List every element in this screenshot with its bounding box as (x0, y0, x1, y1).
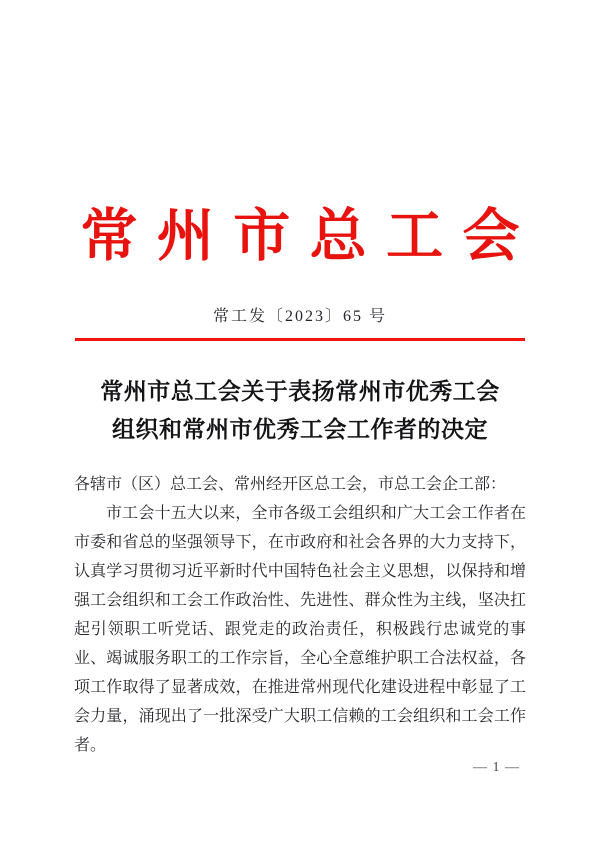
salutation-line: 各辖市（区）总工会、常州经开区总工会，市总工会企工部： (74, 476, 507, 493)
letterhead-authority-title: 常州市总工会 (80, 205, 539, 268)
document-title-line2: 组织和常州市优秀工会工作者的决定 (112, 417, 488, 442)
page-number: — 1 — (473, 760, 520, 775)
document-body (74, 470, 526, 760)
document-title-line1: 常州市总工会关于表扬常州市优秀工会 (100, 379, 500, 404)
document-reference-number: 常工发〔2023〕65 号 (212, 308, 387, 325)
document-title (40, 373, 560, 449)
red-divider-rule (75, 338, 525, 341)
body-paragraph: 市工会十五大以来，全市各级工会组织和广大工会工作者在市委和省总的坚强领导下，在市政府和社会各界的大力支持下，认真学习贯彻习近平新时代中国特色社会主义思想，以保持和增强工会组织和工会工作政治性、先进性、群众性为主线，坚决扛起引领职工听党话、跟党走的政治责任，积极践行忠诚党的事业、竭诚服务职工的工作宗旨，全心全意维护职工合法权益，各项工作取得了显著成效，在推进常州现代化建设进程中彰显了工会力量，涌现出了一批深受广大职工信赖的工会组织和工会工作者。 (74, 505, 526, 754)
